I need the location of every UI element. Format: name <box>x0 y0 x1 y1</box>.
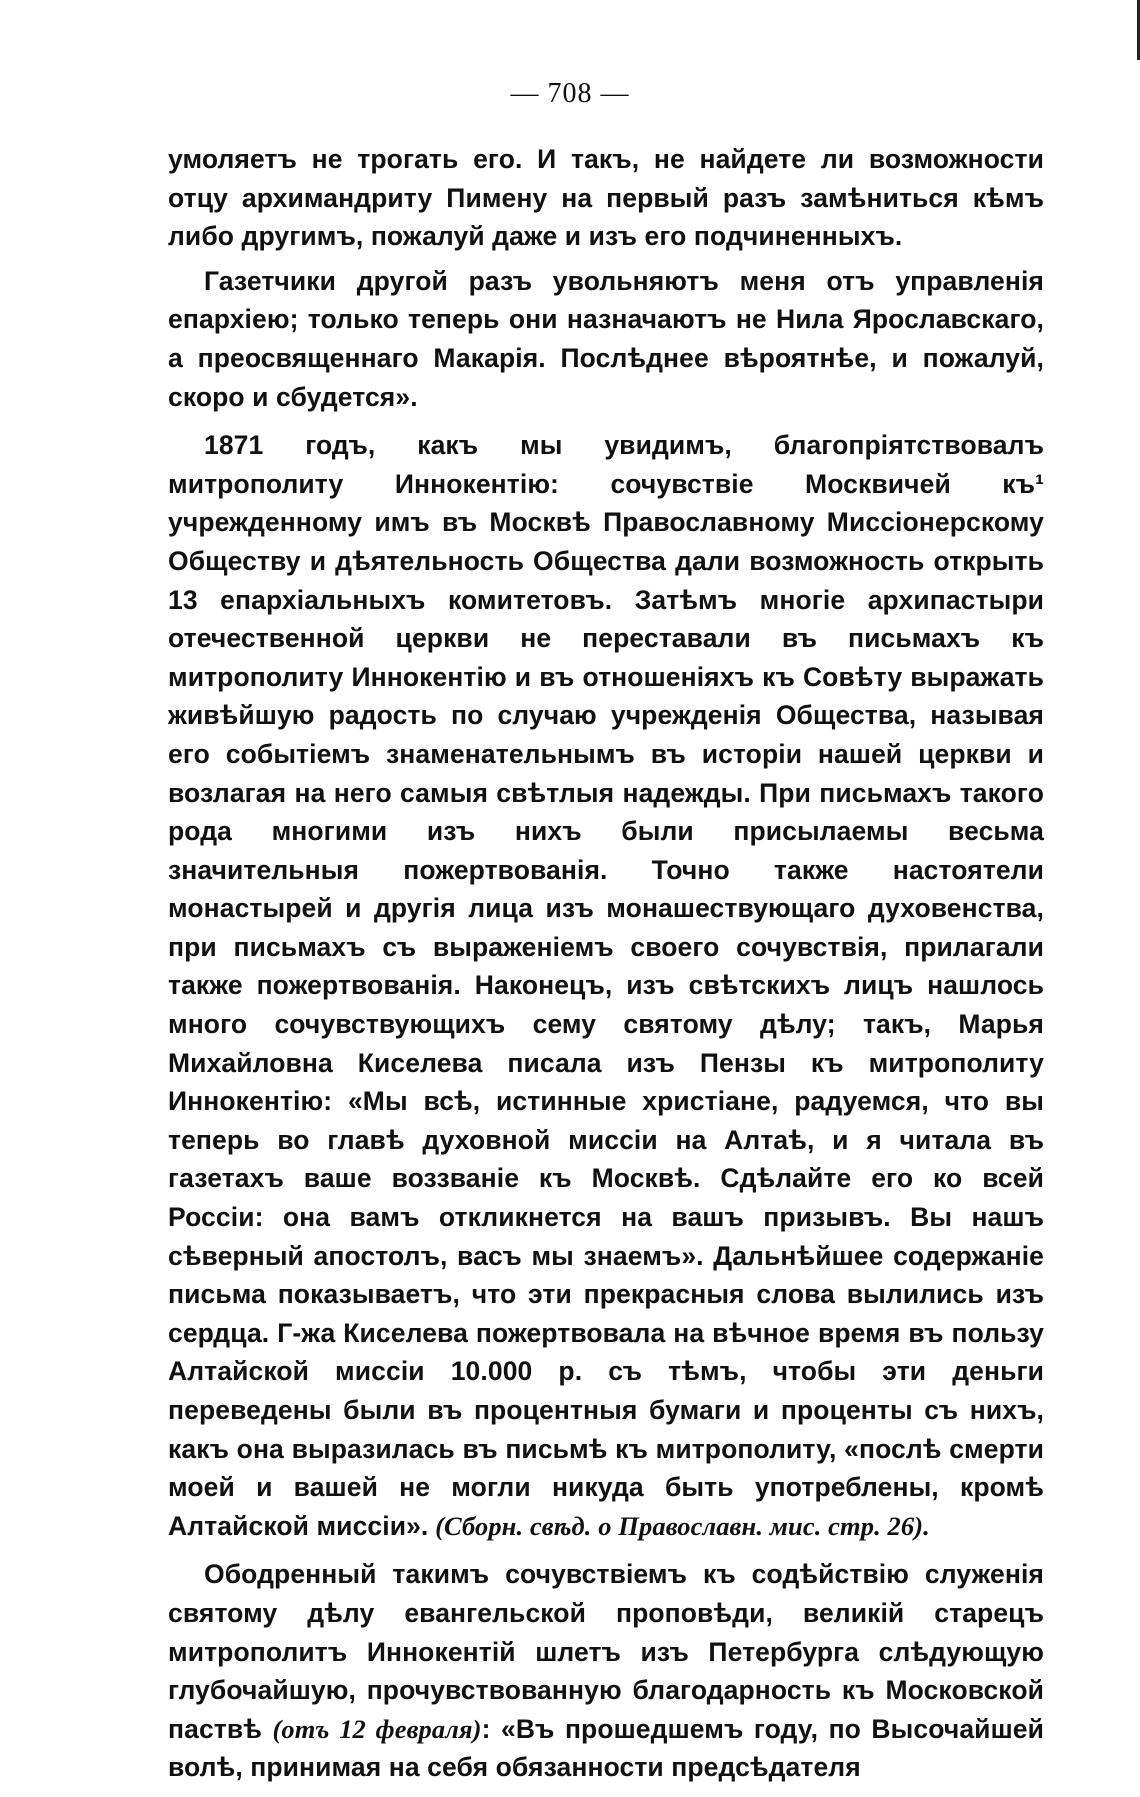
text-body <box>168 140 1044 1797</box>
paragraph-3 <box>168 426 1044 1545</box>
page-number: — 708 — <box>510 78 630 109</box>
paragraph-4-text: Ободренный такимъ сочувствіемъ къ содѣйствію служенія святому дѣлу евангельской проповѣди, великій старецъ митрополитъ Иннокентій шлетъ изъ Петербурга слѣдующую глубочайшую, прочувствованную благодарность къ Московской паствѣ <box>168 1559 1044 1744</box>
date-reference: (отъ 12 февраля) <box>272 1713 482 1744</box>
source-reference: (Сборн. свѣд. о Православн. мис. стр. 26). <box>428 1510 930 1541</box>
paragraph-3-text: 1871 годъ, какъ мы увидимъ, благопріятствовалъ митрополиту Иннокентію: сочувствіе Москвичей къ¹ учрежденному имъ въ Москвѣ Православному Миссіонерскому Обществу и дѣятельность Общества дали возможность открыть 13 епархіальныхъ комитетовъ. Затѣмъ многіе архипастыри отечественной церкви не переставали въ письмахъ къ митрополиту Иннокентію и въ отношеніяхъ къ Совѣту выражать живѣйшую радость по случаю учрежденія Общества, называя его событіемъ знаменательнымъ въ исторіи нашей церкви и возлагая на него самыя свѣтлыя надежды. При письмахъ такого рода многими изъ нихъ были присылаемы весьма значительныя пожертвованія. Точно также настоятели монастырей и другія лица изъ монашествующаго духовенства, при письмахъ съ выраженіемъ своего сочувствія, прилагали также пожертвованія. Наконецъ, изъ свѣтскихъ лицъ нашлось много сочувствующихъ сему святому дѣлу; такъ, Марья Михайловна Киселева писала изъ Пензы къ митрополиту Иннокентію: «Мы всѣ, истинные христіане, радуемся, что вы теперь во главѣ духовной миссіи на Алтаѣ, и я читала въ газетахъ ваше воззваніе къ Москвѣ. Сдѣлайте его ко всей Россіи: она вамъ откликнется на вашъ призывъ. Вы нашъ сѣверный апостолъ, васъ мы знаемъ». Дальнѣйшее содержаніе письма показываетъ, что эти прекрасныя слова вылились изъ сердца. Г-жа Киселева пожертвовала на вѣчное время въ пользу Алтайской миссіи 10.000 р. съ тѣмъ, чтобы эти деньги переведены были въ процентныя бумаги и проценты съ нихъ, какъ она выразилась въ письмѣ къ митрополиту, «послѣ смерти моей и вашей не могли никуда быть употреблены, кромѣ Алтайской миссіи». <box>168 430 1044 1541</box>
paragraph-4 <box>168 1555 1044 1787</box>
paragraph-2: Газетчики другой разъ увольняютъ меня отъ управленія епархіею; только теперь они назначаютъ не Нила Ярославскаго, а преосвященнаго Макарія. Послѣднее вѣроятнѣе, и пожалуй, скоро и сбудется». <box>168 265 1044 412</box>
paragraph-1: умоляетъ не трогать его. И такъ, не найдете ли возможности отцу архимандриту Пимену на первый разъ замѣниться кѣмъ либо другимъ, пожалуй даже и изъ его подчиненныхъ. <box>168 144 1044 252</box>
paragraph-4-text-after: : «Въ прошедшемъ году, по Высочайшей волѣ, принимая на себя обязанности предсѣдателя <box>168 1713 1044 1783</box>
